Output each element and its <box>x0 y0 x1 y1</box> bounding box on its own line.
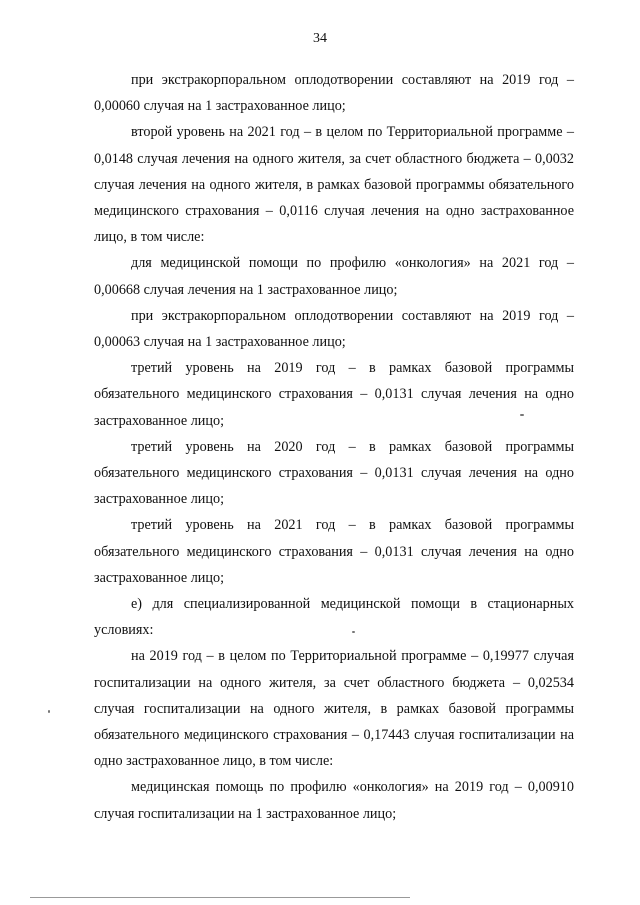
paragraph: третий уровень на 2020 год – в рамках базовой программы обязательного медицинского страхования – 0,0131 случая лечения на одно застрахованное лицо; <box>94 438 574 508</box>
paragraph: третий уровень на 2019 год – в рамках базовой программы обязательного медицинского страхования – 0,0131 случая лечения на одно застрахованное лицо; <box>94 360 574 429</box>
scan-bottom-edge <box>30 897 410 898</box>
paragraph: е) для специализированной медицинской помощи в стационарных условиях: <box>94 596 574 639</box>
page-number: 34 <box>313 31 327 46</box>
scan-speck <box>352 631 355 633</box>
paragraph: второй уровень на 2021 год – в целом по Территориальной программе – 0,0148 случая лечения на одного жителя, за счет областного бюджета – 0,0032 случая лечения на одного жителя, в рамках базовой программы обязательного медицинского страхования – 0,0116 случая лечения на одно застрахованное лицо, в том числе: <box>94 124 574 246</box>
paragraph: третий уровень на 2021 год – в рамках базовой программы обязательного медицинского страхования – 0,0131 случая лечения на одно застрахованное лицо; <box>94 517 574 586</box>
paragraph: при экстракорпоральном оплодотворении составляют на 2019 год – 0,00063 случая на 1 застрахованное лицо; <box>94 307 574 351</box>
paragraph: для медицинской помощи по профилю «онкология» на 2021 год – 0,00668 случая лечения на 1 застрахованное лицо; <box>94 255 574 298</box>
paragraph: на 2019 год – в целом по Территориальной программе – 0,19977 случая госпитализации на одного жителя, за счет областного бюджета – 0,02534 случая госпитализации на одного жителя, в рамках базовой программы обязательного медицинского страхования – 0,17443 случая госпитализации на одно застрахованное лицо, в том числе: <box>94 648 574 770</box>
paragraph: при экстракорпоральном оплодотворении составляют на 2019 год – 0,00060 случая на 1 застрахованное лицо; <box>94 72 574 115</box>
document-body <box>94 67 574 827</box>
paragraph: медицинская помощь по профилю «онкология» на 2019 год – 0,00910 случая госпитализации на 1 застрахованное лицо; <box>94 779 574 822</box>
scan-speck <box>48 710 50 713</box>
scan-speck <box>520 414 524 416</box>
